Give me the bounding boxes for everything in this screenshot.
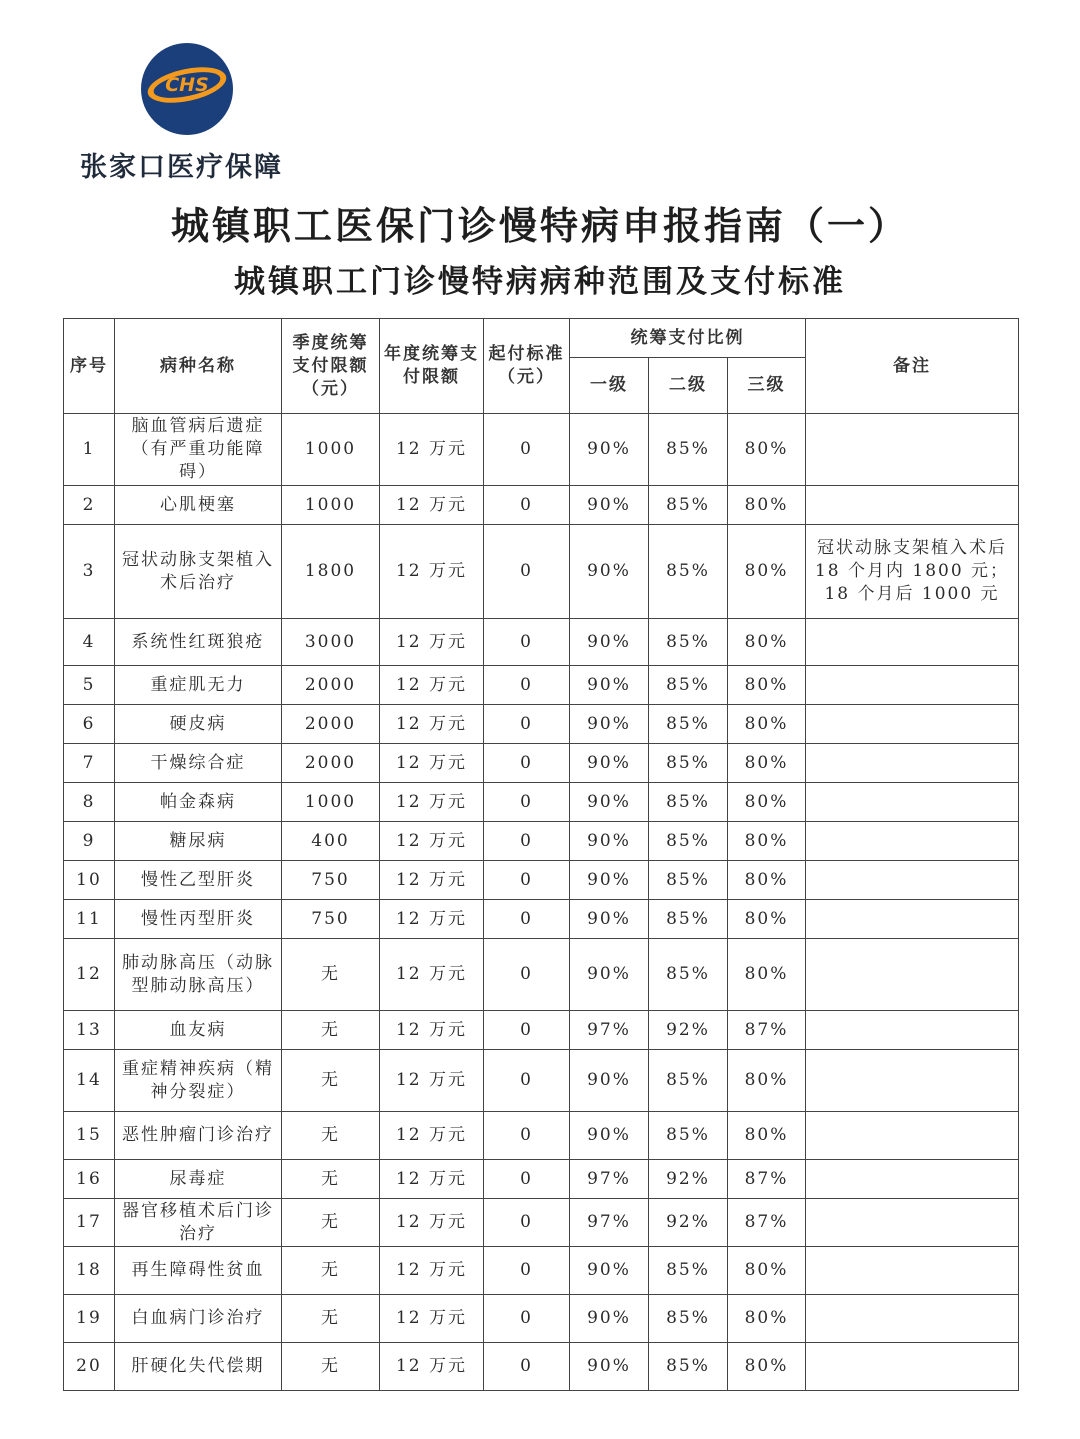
row-seq: 4 (64, 619, 115, 666)
row-quarter-limit: 750 (282, 861, 380, 900)
row-ratio-level-3: 80% (728, 1343, 806, 1391)
page-title: 城镇职工医保门诊慢特病申报指南（一） (170, 204, 909, 248)
row-ratio-level-1: 90% (570, 1343, 649, 1391)
row-quarter-limit: 2000 (282, 705, 380, 744)
row-ratio-level-3: 80% (728, 822, 806, 861)
row-quarter-limit: 3000 (282, 619, 380, 666)
row-note (806, 1050, 1019, 1112)
row-ratio-level-2: 85% (649, 783, 728, 822)
header-deductible: 起付标准（元） (484, 319, 570, 414)
row-deductible: 0 (484, 1199, 570, 1247)
row-disease-name: 尿毒症 (115, 1160, 282, 1199)
row-disease-name: 白血病门诊治疗 (115, 1295, 282, 1343)
row-ratio-level-3: 80% (728, 861, 806, 900)
row-ratio-level-3: 80% (728, 414, 806, 486)
row-seq: 10 (64, 861, 115, 900)
page-subtitle: 城镇职工门诊慢特病病种范围及支付标准 (234, 264, 846, 300)
row-annual-limit: 12 万元 (380, 744, 484, 783)
row-disease-name: 重症精神疾病（精神分裂症） (115, 1050, 282, 1112)
row-disease-name: 重症肌无力 (115, 666, 282, 705)
row-quarter-limit: 无 (282, 1295, 380, 1343)
row-disease-name: 再生障碍性贫血 (115, 1247, 282, 1295)
row-annual-limit: 12 万元 (380, 1050, 484, 1112)
row-ratio-level-1: 90% (570, 619, 649, 666)
row-deductible: 0 (484, 939, 570, 1011)
row-ratio-level-3: 80% (728, 525, 806, 619)
row-deductible: 0 (484, 705, 570, 744)
globe-logo-icon (140, 42, 234, 136)
row-disease-name: 器官移植术后门诊治疗 (115, 1199, 282, 1247)
row-seq: 5 (64, 666, 115, 705)
table-row (64, 525, 1019, 619)
logo-mark: CHS (165, 74, 209, 96)
row-note (806, 939, 1019, 1011)
row-quarter-limit: 无 (282, 1112, 380, 1160)
table-row (64, 1343, 1019, 1391)
row-seq: 15 (64, 1112, 115, 1160)
row-ratio-level-1: 90% (570, 939, 649, 1011)
row-annual-limit: 12 万元 (380, 1295, 484, 1343)
row-annual-limit: 12 万元 (380, 1011, 484, 1050)
row-quarter-limit: 无 (282, 1011, 380, 1050)
chs-logo (140, 42, 234, 136)
row-ratio-level-3: 80% (728, 1050, 806, 1112)
table-row (64, 783, 1019, 822)
row-deductible: 0 (484, 666, 570, 705)
table-row (64, 705, 1019, 744)
row-disease-name: 血友病 (115, 1011, 282, 1050)
row-seq: 18 (64, 1247, 115, 1295)
row-deductible: 0 (484, 1343, 570, 1391)
header-ratio-group: 统筹支付比例 (570, 319, 806, 358)
table-row (64, 486, 1019, 525)
row-ratio-level-1: 90% (570, 783, 649, 822)
row-note (806, 1343, 1019, 1391)
row-disease-name: 慢性乙型肝炎 (115, 861, 282, 900)
row-quarter-limit: 无 (282, 1160, 380, 1199)
table-row (64, 1011, 1019, 1050)
row-ratio-level-2: 92% (649, 1160, 728, 1199)
row-note (806, 1247, 1019, 1295)
row-note (806, 619, 1019, 666)
row-quarter-limit: 1000 (282, 414, 380, 486)
row-ratio-level-3: 80% (728, 705, 806, 744)
row-ratio-level-2: 85% (649, 1247, 728, 1295)
row-deductible: 0 (484, 486, 570, 525)
row-disease-name: 肺动脉高压（动脉型肺动脉高压） (115, 939, 282, 1011)
row-annual-limit: 12 万元 (380, 705, 484, 744)
row-annual-limit: 12 万元 (380, 900, 484, 939)
row-disease-name: 糖尿病 (115, 822, 282, 861)
row-ratio-level-1: 97% (570, 1160, 649, 1199)
row-ratio-level-2: 85% (649, 619, 728, 666)
row-annual-limit: 12 万元 (380, 1112, 484, 1160)
row-ratio-level-1: 97% (570, 1011, 649, 1050)
row-quarter-limit: 2000 (282, 744, 380, 783)
row-ratio-level-1: 90% (570, 861, 649, 900)
header-level-1: 一级 (570, 358, 649, 414)
row-ratio-level-2: 85% (649, 705, 728, 744)
row-ratio-level-2: 85% (649, 525, 728, 619)
row-disease-name: 冠状动脉支架植入术后治疗 (115, 525, 282, 619)
header-annual-limit: 年度统筹支付限额 (380, 319, 484, 414)
row-seq: 20 (64, 1343, 115, 1391)
row-note (806, 900, 1019, 939)
table-row (64, 861, 1019, 900)
row-seq: 7 (64, 744, 115, 783)
table-row (64, 1160, 1019, 1199)
row-ratio-level-1: 90% (570, 822, 649, 861)
row-disease-name: 脑血管病后遗症（有严重功能障碍） (115, 414, 282, 486)
row-quarter-limit: 无 (282, 1343, 380, 1391)
row-deductible: 0 (484, 1011, 570, 1050)
header-level-2: 二级 (649, 358, 728, 414)
row-ratio-level-3: 80% (728, 783, 806, 822)
row-deductible: 0 (484, 783, 570, 822)
row-note (806, 1160, 1019, 1199)
row-ratio-level-2: 85% (649, 939, 728, 1011)
row-ratio-level-2: 85% (649, 1112, 728, 1160)
row-ratio-level-1: 90% (570, 1050, 649, 1112)
row-ratio-level-3: 80% (728, 744, 806, 783)
row-deductible: 0 (484, 744, 570, 783)
row-seq: 11 (64, 900, 115, 939)
row-ratio-level-2: 85% (649, 1050, 728, 1112)
row-disease-name: 系统性红斑狼疮 (115, 619, 282, 666)
row-ratio-level-3: 80% (728, 619, 806, 666)
table-row (64, 619, 1019, 666)
row-annual-limit: 12 万元 (380, 939, 484, 1011)
row-annual-limit: 12 万元 (380, 783, 484, 822)
row-ratio-level-3: 80% (728, 1295, 806, 1343)
row-annual-limit: 12 万元 (380, 1199, 484, 1247)
table-row (64, 744, 1019, 783)
row-seq: 2 (64, 486, 115, 525)
row-deductible: 0 (484, 619, 570, 666)
row-annual-limit: 12 万元 (380, 861, 484, 900)
header-name: 病种名称 (115, 319, 282, 414)
row-disease-name: 硬皮病 (115, 705, 282, 744)
header-level-3: 三级 (728, 358, 806, 414)
row-disease-name: 心肌梗塞 (115, 486, 282, 525)
row-deductible: 0 (484, 861, 570, 900)
row-quarter-limit: 无 (282, 1050, 380, 1112)
row-seq: 6 (64, 705, 115, 744)
row-annual-limit: 12 万元 (380, 486, 484, 525)
row-deductible: 0 (484, 1295, 570, 1343)
row-annual-limit: 12 万元 (380, 525, 484, 619)
row-ratio-level-3: 80% (728, 939, 806, 1011)
table-row (64, 939, 1019, 1011)
row-quarter-limit: 400 (282, 822, 380, 861)
row-quarter-limit: 750 (282, 900, 380, 939)
table-row (64, 1050, 1019, 1112)
row-ratio-level-2: 92% (649, 1199, 728, 1247)
row-ratio-level-3: 80% (728, 666, 806, 705)
row-annual-limit: 12 万元 (380, 666, 484, 705)
row-ratio-level-1: 90% (570, 666, 649, 705)
row-ratio-level-1: 97% (570, 1199, 649, 1247)
row-note (806, 705, 1019, 744)
row-ratio-level-1: 90% (570, 414, 649, 486)
row-disease-name: 帕金森病 (115, 783, 282, 822)
row-ratio-level-1: 90% (570, 1112, 649, 1160)
row-quarter-limit: 1800 (282, 525, 380, 619)
table-row (64, 1247, 1019, 1295)
row-ratio-level-1: 90% (570, 1295, 649, 1343)
row-seq: 14 (64, 1050, 115, 1112)
row-note (806, 1112, 1019, 1160)
row-seq: 12 (64, 939, 115, 1011)
row-note (806, 1011, 1019, 1050)
row-annual-limit: 12 万元 (380, 822, 484, 861)
row-ratio-level-2: 85% (649, 414, 728, 486)
row-ratio-level-2: 85% (649, 1343, 728, 1391)
row-disease-name: 恶性肿瘤门诊治疗 (115, 1112, 282, 1160)
row-seq: 9 (64, 822, 115, 861)
row-seq: 13 (64, 1011, 115, 1050)
row-note (806, 744, 1019, 783)
table-row (64, 1112, 1019, 1160)
row-deductible: 0 (484, 414, 570, 486)
row-quarter-limit: 2000 (282, 666, 380, 705)
row-ratio-level-1: 90% (570, 525, 649, 619)
row-seq: 8 (64, 783, 115, 822)
row-annual-limit: 12 万元 (380, 619, 484, 666)
row-ratio-level-1: 90% (570, 900, 649, 939)
row-seq: 17 (64, 1199, 115, 1247)
row-ratio-level-2: 85% (649, 900, 728, 939)
row-quarter-limit: 无 (282, 939, 380, 1011)
row-note (806, 486, 1019, 525)
header-quarter-limit: 季度统筹支付限额（元） (282, 319, 380, 414)
row-annual-limit: 12 万元 (380, 1247, 484, 1295)
row-ratio-level-2: 92% (649, 1011, 728, 1050)
row-annual-limit: 12 万元 (380, 1343, 484, 1391)
row-deductible: 0 (484, 1112, 570, 1160)
row-ratio-level-2: 85% (649, 822, 728, 861)
row-seq: 16 (64, 1160, 115, 1199)
row-quarter-limit: 无 (282, 1199, 380, 1247)
row-quarter-limit: 无 (282, 1247, 380, 1295)
row-ratio-level-2: 85% (649, 861, 728, 900)
row-disease-name: 干燥综合症 (115, 744, 282, 783)
row-note (806, 414, 1019, 486)
row-seq: 19 (64, 1295, 115, 1343)
row-ratio-level-1: 90% (570, 486, 649, 525)
row-ratio-level-3: 80% (728, 486, 806, 525)
row-note (806, 666, 1019, 705)
row-disease-name: 肝硬化失代偿期 (115, 1343, 282, 1391)
row-annual-limit: 12 万元 (380, 1160, 484, 1199)
table-row (64, 1199, 1019, 1247)
row-ratio-level-3: 87% (728, 1199, 806, 1247)
row-deductible: 0 (484, 525, 570, 619)
row-seq: 1 (64, 414, 115, 486)
table-row (64, 1295, 1019, 1343)
row-ratio-level-2: 85% (649, 1295, 728, 1343)
row-ratio-level-3: 87% (728, 1011, 806, 1050)
table-row (64, 666, 1019, 705)
table-row (64, 900, 1019, 939)
row-note (806, 1199, 1019, 1247)
row-ratio-level-2: 85% (649, 744, 728, 783)
row-ratio-level-3: 80% (728, 1112, 806, 1160)
header-note: 备注 (806, 319, 1019, 414)
header-seq: 序号 (64, 319, 115, 414)
row-note (806, 783, 1019, 822)
row-disease-name: 慢性丙型肝炎 (115, 900, 282, 939)
row-deductible: 0 (484, 822, 570, 861)
row-deductible: 0 (484, 1050, 570, 1112)
row-ratio-level-3: 80% (728, 900, 806, 939)
row-note (806, 861, 1019, 900)
row-ratio-level-2: 85% (649, 486, 728, 525)
row-ratio-level-1: 90% (570, 744, 649, 783)
brand-name: 张家口医疗保障 (80, 152, 283, 183)
row-ratio-level-1: 90% (570, 705, 649, 744)
row-note: 冠状动脉支架植入术后 18 个月内 1800 元；18 个月后 1000 元 (806, 525, 1019, 619)
table-row (64, 414, 1019, 486)
row-ratio-level-3: 87% (728, 1160, 806, 1199)
row-deductible: 0 (484, 1160, 570, 1199)
disease-payment-table (63, 318, 1019, 1391)
row-note (806, 822, 1019, 861)
row-quarter-limit: 1000 (282, 783, 380, 822)
row-quarter-limit: 1000 (282, 486, 380, 525)
row-annual-limit: 12 万元 (380, 414, 484, 486)
row-deductible: 0 (484, 900, 570, 939)
row-ratio-level-2: 85% (649, 666, 728, 705)
row-ratio-level-1: 90% (570, 1247, 649, 1295)
row-seq: 3 (64, 525, 115, 619)
row-ratio-level-3: 80% (728, 1247, 806, 1295)
row-deductible: 0 (484, 1247, 570, 1295)
row-note (806, 1295, 1019, 1343)
table-row (64, 822, 1019, 861)
